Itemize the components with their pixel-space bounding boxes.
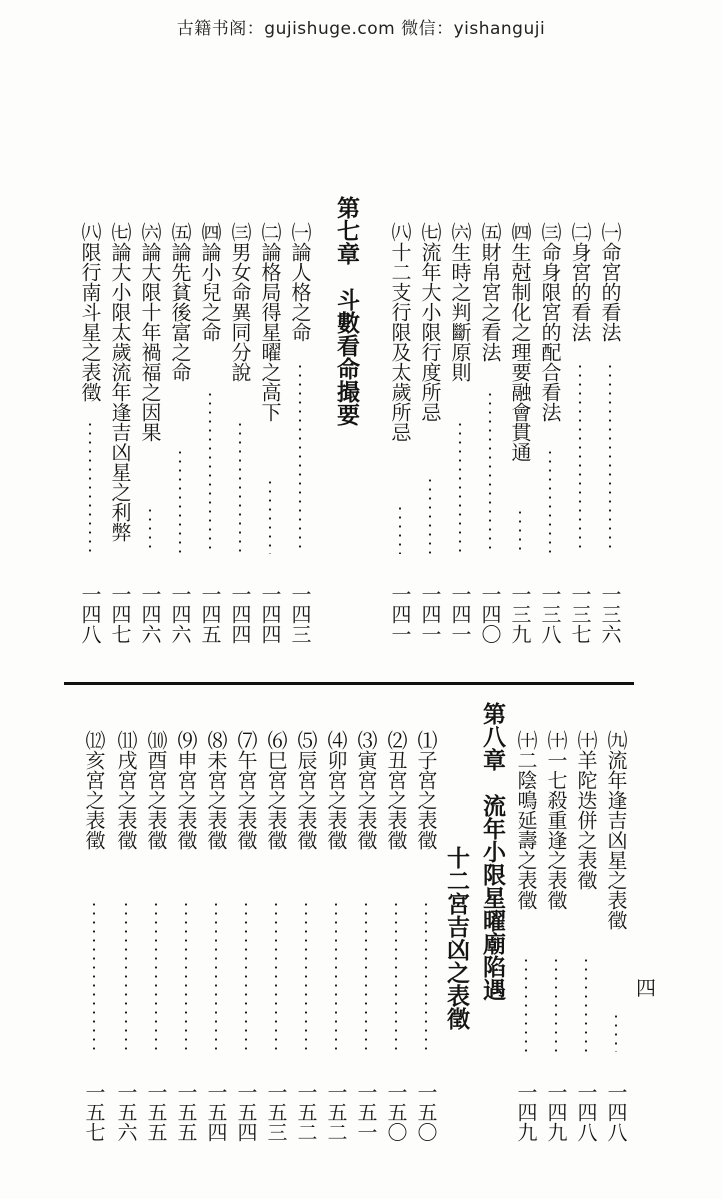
toc-entry-page: 一五三 bbox=[264, 1082, 288, 1142]
toc-entry[interactable] bbox=[506, 222, 534, 644]
toc-entry[interactable] bbox=[196, 222, 224, 644]
toc-entry-page: 一四七 bbox=[108, 584, 132, 644]
dot-leader bbox=[209, 390, 211, 552]
toc-entry[interactable] bbox=[112, 730, 140, 1142]
toc-entry-label: ⑴子宮之表徵 bbox=[414, 730, 438, 850]
toc-entry-label: ⑻未宮之表徵 bbox=[204, 730, 228, 850]
toc-entry-label: ㈦論大小限太歲流年逢吉凶星之利弊 bbox=[108, 222, 132, 542]
chapter-8-heading[interactable]: 第八章 流年小限星曜廟陷遇 bbox=[479, 702, 505, 1001]
toc-entry[interactable] bbox=[352, 730, 380, 1142]
toc-entry[interactable] bbox=[596, 222, 624, 644]
toc-entry-label: ⑶寅宮之表徵 bbox=[354, 730, 378, 850]
toc-entry-page: 一四八 bbox=[574, 1082, 598, 1142]
toc-entry-label: ㈣論小兒之命 bbox=[198, 222, 222, 342]
toc-entry[interactable] bbox=[80, 730, 108, 1142]
toc-entry-label: ㈢男女命異同分說 bbox=[228, 222, 252, 382]
toc-entry[interactable] bbox=[412, 730, 440, 1142]
toc-entry-label: ⑺午宮之表徵 bbox=[234, 730, 258, 850]
toc-entry-page: 一四九 bbox=[544, 1082, 568, 1142]
toc-entry-page: 一五二 bbox=[324, 1082, 348, 1142]
toc-entry-page: 一五〇 bbox=[414, 1082, 438, 1142]
toc-entry[interactable] bbox=[76, 222, 104, 644]
toc-entry-label: ㈥生時之判斷原則 bbox=[448, 222, 472, 382]
toc-entry[interactable] bbox=[572, 730, 600, 1142]
toc-entry[interactable] bbox=[602, 730, 630, 1142]
toc-entry-label: ⑵丑宮之表徵 bbox=[384, 730, 408, 850]
toc-entry-page: 一四三 bbox=[288, 584, 312, 644]
toc-entry-page: 一四一 bbox=[418, 584, 442, 644]
dot-leader bbox=[179, 448, 181, 554]
toc-entry-page: 一五一 bbox=[354, 1082, 378, 1142]
toc-entry-label: ㈩一七殺重逢之表徵 bbox=[544, 730, 568, 910]
toc-entry[interactable] bbox=[566, 222, 594, 644]
toc-entry-page: 一五七 bbox=[82, 1082, 106, 1142]
toc-entry-label: ⑷卯宮之表徵 bbox=[324, 730, 348, 850]
toc-entry-page: 一五六 bbox=[114, 1082, 138, 1142]
dot-leader bbox=[239, 420, 241, 554]
dot-leader bbox=[399, 504, 401, 554]
dot-leader bbox=[335, 900, 337, 1052]
toc-entry-page: 一三七 bbox=[568, 584, 592, 644]
toc-entry-label: ㈤財帛宮之看法 bbox=[478, 222, 502, 362]
dot-leader bbox=[489, 390, 491, 552]
dot-leader bbox=[365, 900, 367, 1052]
toc-entry-page: 一四九 bbox=[514, 1082, 538, 1142]
toc-entry-page: 一四一 bbox=[448, 584, 472, 644]
dot-leader bbox=[299, 362, 301, 552]
toc-entry-page: 一三八 bbox=[538, 584, 562, 644]
page-number: 四 bbox=[636, 976, 656, 1000]
toc-entry-label: ㈡身宮的看法 bbox=[568, 222, 592, 342]
dot-leader bbox=[245, 900, 247, 1052]
dot-leader bbox=[155, 900, 157, 1052]
toc-entry-label: ㈥論大限十年禍福之因果 bbox=[138, 222, 162, 442]
toc-entry[interactable] bbox=[106, 222, 134, 644]
toc-entry-label: ㈧十二支行限及太歲所忌 bbox=[388, 222, 412, 442]
dot-leader bbox=[395, 900, 397, 1052]
dot-leader bbox=[93, 900, 95, 1052]
toc-entry-page: 一五二 bbox=[294, 1082, 318, 1142]
toc-entry-label: ⑽酉宮之表徵 bbox=[144, 730, 168, 850]
toc-entry-label: ⑾戌宮之表徵 bbox=[114, 730, 138, 850]
dot-leader bbox=[125, 900, 127, 1052]
toc-entry[interactable] bbox=[512, 730, 540, 1142]
toc-entry-label: ㈣生尅制化之理要融會貫通 bbox=[508, 222, 532, 462]
toc-entry-page: 一四六 bbox=[168, 584, 192, 644]
toc-entry-page: 一五五 bbox=[174, 1082, 198, 1142]
toc-entry-page: 一四四 bbox=[228, 584, 252, 644]
toc-entry-page: 一四四 bbox=[258, 584, 282, 644]
toc-entry-label: ㈢命身限宮的配合看法 bbox=[538, 222, 562, 422]
toc-entry-label: ㈩羊陀迭併之表徵 bbox=[574, 730, 598, 890]
dot-leader bbox=[585, 956, 587, 1052]
dot-leader bbox=[549, 448, 551, 554]
toc-entry-label: ㈠論人格之命 bbox=[288, 222, 312, 342]
section-divider bbox=[64, 682, 634, 685]
toc-entry[interactable] bbox=[226, 222, 254, 644]
toc-entry-page: 一四〇 bbox=[478, 584, 502, 644]
toc-entry-label: ㈩二陰鳴延壽之表徵 bbox=[514, 730, 538, 910]
toc-entry-page: 一五四 bbox=[204, 1082, 228, 1142]
toc-entry[interactable] bbox=[322, 730, 350, 1142]
toc-entry[interactable] bbox=[142, 730, 170, 1142]
toc-entry-page: 一四八 bbox=[604, 1082, 628, 1142]
dot-leader bbox=[429, 476, 431, 554]
toc-entry-label: ⑿亥宮之表徵 bbox=[82, 730, 106, 850]
toc-entry-page: 一五〇 bbox=[384, 1082, 408, 1142]
toc-entry-page: 一四五 bbox=[198, 584, 222, 644]
dot-leader bbox=[459, 420, 461, 554]
dot-leader bbox=[215, 900, 217, 1052]
toc-entry[interactable] bbox=[262, 730, 290, 1142]
toc-entry[interactable] bbox=[476, 222, 504, 644]
dot-leader bbox=[185, 900, 187, 1052]
toc-entry[interactable] bbox=[542, 730, 570, 1142]
toc-entry[interactable] bbox=[386, 222, 414, 644]
chapter-8-subheading: 十二宮吉凶之表徵 bbox=[443, 846, 469, 1030]
dot-leader bbox=[275, 900, 277, 1052]
dot-leader bbox=[609, 362, 611, 552]
dot-leader bbox=[89, 420, 91, 554]
toc-entry[interactable] bbox=[292, 730, 320, 1142]
dot-leader bbox=[305, 900, 307, 1052]
toc-entry-label: ㈠命宮的看法 bbox=[598, 222, 622, 342]
dot-leader bbox=[425, 900, 427, 1052]
toc-entry-page: 一五五 bbox=[144, 1082, 168, 1142]
toc-entry[interactable] bbox=[382, 730, 410, 1142]
dot-leader bbox=[269, 478, 271, 554]
toc-entry[interactable] bbox=[446, 222, 474, 644]
toc-entry-label: ⑹巳宮之表徵 bbox=[264, 730, 288, 850]
dot-leader bbox=[615, 1012, 617, 1052]
toc-entry[interactable] bbox=[166, 222, 194, 644]
toc-entry-page: 一四一 bbox=[388, 584, 412, 644]
toc-entry-label: ⑸辰宮之表徵 bbox=[294, 730, 318, 850]
toc-entry[interactable] bbox=[136, 222, 164, 644]
toc-entry-label: ㈧限行南斗星之表徵 bbox=[78, 222, 102, 402]
toc-entry-label: ㈡論格局得星曜之高下 bbox=[258, 222, 282, 422]
toc-entry[interactable] bbox=[416, 222, 444, 644]
toc-entry-label: ㈨流年逢吉凶星之表徵 bbox=[604, 730, 628, 930]
dot-leader bbox=[149, 506, 151, 554]
dot-leader bbox=[555, 956, 557, 1052]
toc-entry[interactable] bbox=[286, 222, 314, 644]
dot-leader bbox=[525, 956, 527, 1052]
dot-leader bbox=[519, 508, 521, 554]
toc-entry[interactable] bbox=[172, 730, 200, 1142]
chapter-7-heading[interactable]: 第七章 斗數看命撮要 bbox=[333, 196, 359, 426]
toc-entry-label: ㈤論先貧後富之命 bbox=[168, 222, 192, 382]
toc-entry-label: ㈦流年大小限行度所忌 bbox=[418, 222, 442, 422]
toc-entry[interactable] bbox=[202, 730, 230, 1142]
toc-entry[interactable] bbox=[536, 222, 564, 644]
toc-entry-page: 一三六 bbox=[598, 584, 622, 644]
toc-entry[interactable] bbox=[256, 222, 284, 644]
dot-leader bbox=[579, 362, 581, 552]
toc-entry-page: 一五四 bbox=[234, 1082, 258, 1142]
toc-entry-page: 一三九 bbox=[508, 584, 532, 644]
toc-entry-page: 一四八 bbox=[78, 584, 102, 644]
toc-entry-page: 一四六 bbox=[138, 584, 162, 644]
watermark-text: 古籍书阁：gujishuge.com 微信：yishanguji bbox=[176, 19, 546, 39]
toc-entry[interactable] bbox=[232, 730, 260, 1142]
toc-entry-label: ⑼申宮之表徵 bbox=[174, 730, 198, 850]
